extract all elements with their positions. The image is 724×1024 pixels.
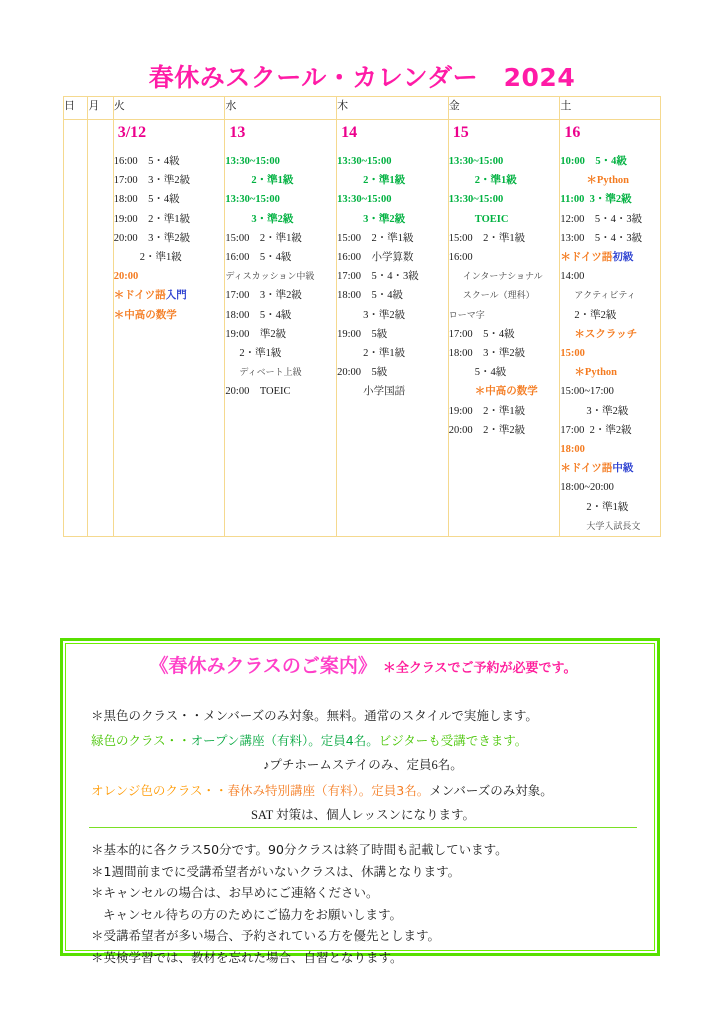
schedule-entry: 3・準2級 [363,213,406,225]
schedule-entry: 3・準2級 [251,213,294,225]
schedule-entry: 19:00 5級 [337,328,388,340]
schedule-entry: 17:00 5・4・3級 [337,271,419,283]
info-line-part: ビジターも受講できます。 [378,733,528,748]
info-heading-title: 《春休みクラスのご案内》 [149,655,377,677]
schedule-entry: 2・準2級 [574,309,617,321]
schedule-entry: 16:00 [448,252,473,264]
day-cell-月 [88,120,113,537]
schedule-entry: 18:00 5・4級 [337,290,403,302]
schedule-entry: スクール（理科） [462,290,535,301]
day-number: 3/12 [117,124,147,141]
schedule-entry: 20:00 2・準2級 [448,424,526,436]
day-cell-火 [113,120,225,537]
note-line-1: ＊1週間前までに受講希望者がいないクラスは、休講となります。 [91,863,461,879]
note-line-4: ＊受講希望者が多い場合、予約されている方を優先とします。 [91,928,441,943]
info-heading [63,651,663,678]
info-line-part: ♪プチホームステイのみ、定員6名。 [263,758,463,772]
schedule-entry: アクティビティ [574,290,636,301]
weekday-header-row [64,97,661,120]
day-number: 13 [229,124,246,141]
schedule-entry: 2・準1級 [363,175,406,187]
schedule-entry: 2・準1級 [586,501,629,513]
schedule-entry: ローマ字 [448,309,485,320]
schedule-entry: 20:00 TOEIC [225,386,291,398]
day-number: 16 [564,124,581,141]
day-number: 14 [341,124,358,141]
info-line-part: メンバーズのみ対象。 [429,783,553,798]
schedule-entry: 13:30~15:00 [337,156,392,167]
schedule-entry: ＊ドイツ語初級 [560,252,634,264]
day-cell-土 [560,120,661,537]
schedule-entry: 19:00 2・準1級 [448,405,526,417]
schedule-entry: 2・準1級 [251,175,294,187]
schedule-entry: 11:00 3・準2級 [560,194,632,206]
weekday-header-1: 月 [88,97,113,120]
schedule-entry: 20:00 3・準2級 [113,232,191,244]
schedule-entry: 18:00 [560,444,585,456]
info-divider [89,827,637,828]
info-line-l5 [63,803,663,828]
day-cell-木 [337,120,449,537]
info-line-part: 春休み特別講座（有料）。定員3名。 [227,783,430,798]
note-line-3: キャンセル待ちの方のためにご協力をお願いします。 [103,906,403,922]
info-line-part: オープン講座（有料）。定員4名。 [190,733,379,748]
info-line-l3 [63,753,663,778]
info-line-part: 緑色のクラス・・ [91,733,191,748]
schedule-entry: 13:30~15:00 [337,194,392,206]
schedule-entry: 2・準1級 [363,348,406,360]
schedule-entry: 19:00 準2級 [225,328,287,340]
schedule-entry: ＊ドイツ語入門 [113,290,187,302]
weekday-header-2: 火 [113,97,225,120]
schedule-entry: 16:00 5・4級 [225,252,292,264]
schedule-entry: 3・準2級 [586,405,629,417]
schedule-entry: 2・準1級 [239,348,282,360]
schedule-entry-suffix: 中級 [612,463,634,475]
info-line-part: オレンジ色のクラス・・ [91,783,228,798]
schedule-entry: 5・4級 [474,367,507,379]
schedule-entry: 2・準1級 [139,252,182,264]
schedule-entry: 20:00 [113,271,139,283]
schedule-entry: 15:00 2・準1級 [225,232,302,244]
schedule-entry: 18:00 3・準2級 [448,348,526,360]
schedule-entry: 13:30~15:00 [448,194,504,206]
schedule-entry: 16:00 5・4級 [113,156,180,167]
schedule-entry: 3・準2級 [363,309,406,321]
schedule-entry: 18:00 5・4級 [113,194,180,206]
schedule-entry: ＊ドイツ語中級 [560,463,634,475]
schedule-entry: ＊Python [574,367,618,379]
info-line-part: SAT 対策は、個人レッスンになります。 [250,808,475,822]
schedule-entry: 20:00 5級 [337,367,388,379]
info-box [60,638,660,965]
schedule-entry: 13:30~15:00 [225,156,280,167]
info-lines [63,703,663,828]
weekday-header-6: 土 [560,97,661,120]
day-cell-水 [225,120,337,537]
schedule-entry: 13:00 5・4・3級 [560,232,643,244]
day-number: 15 [452,124,469,141]
schedule-entry: ＊Python [586,175,630,187]
schedule-entry: 17:00 5・4級 [448,328,515,340]
info-line-part: ＊黒色のクラス・・メンバーズのみ対象。無料。通常のスタイルで実施します。 [91,708,538,723]
info-heading-note: ＊全クラスでご予約が必要です。 [382,661,577,676]
schedule-entry: 17:00 3・準2級 [113,175,191,187]
schedule-entry: 大学入試長文 [586,520,641,531]
schedule-entry: 15:00~17:00 [560,386,614,398]
schedule-entry-suffix: 入門 [165,290,187,302]
schedule-entry: 17:00 2・準2級 [560,424,632,436]
calendar-body-row [64,120,661,537]
note-line-0: ＊基本的に各クラス50分です。90分クラスは終了時間も記載しています。 [91,842,508,857]
schedule-entry-suffix: 初級 [612,252,634,264]
schedule-entry: 10:00 5・4級 [560,156,627,167]
weekday-header-4: 木 [337,97,449,120]
info-line-l2 [63,728,663,753]
note-line-2: ＊キャンセルの場合は、お早めにご連絡ください。 [91,885,379,900]
schedule-entry: 15:00 [560,348,585,360]
schedule-entry: ＊スクラッチ [574,328,638,340]
schedule-entry: 17:00 3・準2級 [225,290,302,302]
schedule-entry: インターナショナル [462,271,543,282]
calendar-table-wrap [63,96,661,537]
day-cell-日 [64,120,88,537]
schedule-entry: 13:30~15:00 [448,156,504,167]
info-line-l4 [63,778,663,803]
schedule-entry: 小学国語 [363,386,406,398]
weekday-header-0: 日 [64,97,88,120]
schedule-entry: 18:00 5・4級 [225,309,292,321]
schedule-entry: 16:00 小学算数 [337,252,414,264]
schedule-entry: ＊中高の数学 [113,309,177,321]
note-line-5: ＊英検学習では、教材を忘れた場合、自習となります。 [91,949,403,965]
schedule-entry: 19:00 2・準1級 [113,213,191,225]
weekday-header-3: 水 [225,97,337,120]
schedule-entry: ディスカッション中級 [225,271,315,282]
schedule-entry: ＊中高の数学 [474,386,538,398]
schedule-entry: 14:00 [560,271,585,283]
schedule-entry: 18:00~20:00 [560,482,614,494]
info-line-l1 [63,703,663,728]
schedule-entry: 15:00 2・準1級 [448,232,526,244]
weekday-header-5: 金 [448,97,560,120]
schedule-entry: TOEIC [474,213,509,225]
schedule-entry: 13:30~15:00 [225,194,280,206]
schedule-entry: 2・準1級 [474,175,517,187]
day-cell-金 [448,120,560,537]
calendar-table [63,96,661,537]
schedule-entry: ディベート上級 [239,367,302,378]
page-title: 春休みスクール・カレンダー 2024 [148,63,576,92]
schedule-entry: 12:00 5・4・3級 [560,213,643,225]
schedule-entry: 15:00 2・準1級 [337,232,414,244]
info-notes [63,839,663,968]
